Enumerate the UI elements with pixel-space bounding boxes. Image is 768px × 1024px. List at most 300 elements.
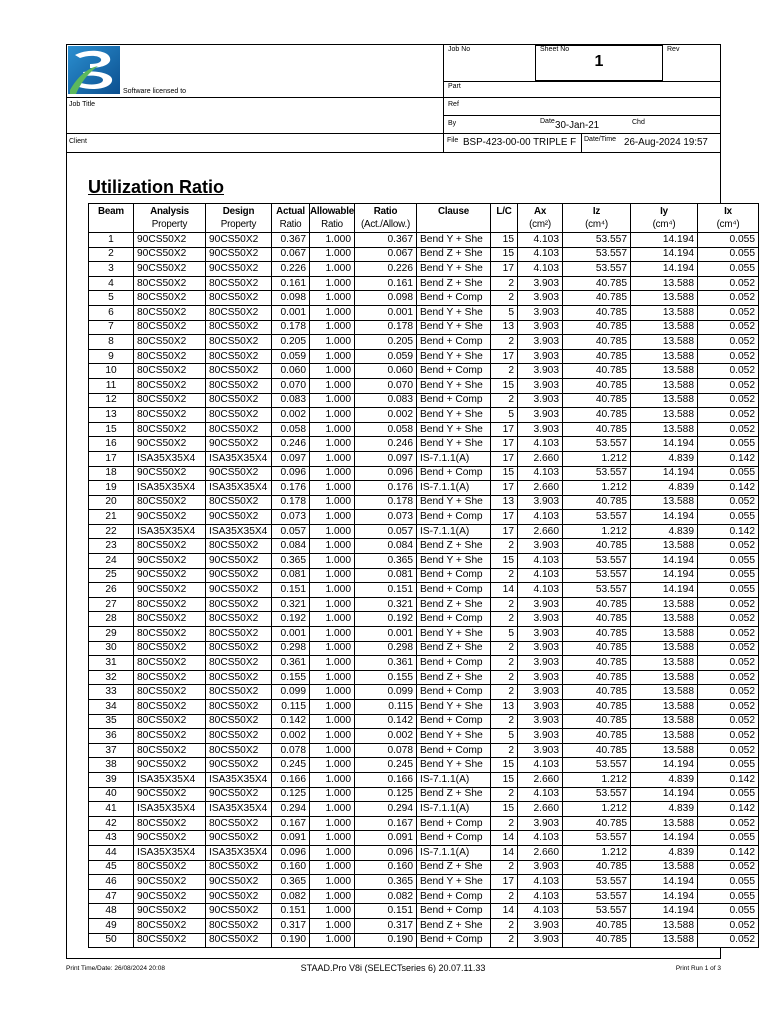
cell-beam: 22 <box>89 524 134 539</box>
cell-ax: 4.103 <box>518 831 563 846</box>
cell-allowable-ratio: 1.000 <box>310 335 355 350</box>
cell-allowable-ratio: 1.000 <box>310 524 355 539</box>
cell-ratio: 0.070 <box>355 378 417 393</box>
cell-iy: 13.588 <box>631 378 698 393</box>
cell-iy: 14.194 <box>631 233 698 248</box>
cell-design-property: 80CS50X2 <box>206 743 272 758</box>
cell-load-case: 2 <box>491 670 518 685</box>
cell-clause: Bend + Comp <box>417 466 491 481</box>
cell-ax: 3.903 <box>518 320 563 335</box>
cell-design-property: 90CS50X2 <box>206 787 272 802</box>
cell-iy: 13.588 <box>631 393 698 408</box>
cell-iy: 13.588 <box>631 743 698 758</box>
cell-ix: 0.052 <box>698 729 759 744</box>
cell-actual-ratio: 0.001 <box>272 305 310 320</box>
cell-analysis-property: 80CS50X2 <box>134 320 206 335</box>
cell-beam: 45 <box>89 860 134 875</box>
rev-label: Rev <box>667 46 680 53</box>
cell-clause: IS-7.1.1(A) <box>417 772 491 787</box>
cell-actual-ratio: 0.073 <box>272 510 310 525</box>
cell-ratio: 0.001 <box>355 627 417 642</box>
cell-actual-ratio: 0.298 <box>272 641 310 656</box>
cell-analysis-property: 90CS50X2 <box>134 758 206 773</box>
cell-actual-ratio: 0.057 <box>272 524 310 539</box>
cell-ax: 3.903 <box>518 291 563 306</box>
cell-analysis-property: 90CS50X2 <box>134 262 206 277</box>
cell-actual-ratio: 0.078 <box>272 743 310 758</box>
cell-load-case: 17 <box>491 875 518 890</box>
cell-actual-ratio: 0.096 <box>272 466 310 481</box>
cell-ix: 0.052 <box>698 422 759 437</box>
cell-iy: 13.588 <box>631 349 698 364</box>
cell-iz: 53.557 <box>563 554 631 569</box>
cell-analysis-property: 90CS50X2 <box>134 889 206 904</box>
cell-clause: Bend Y + She <box>417 320 491 335</box>
cell-ax: 3.903 <box>518 933 563 948</box>
cell-ratio: 0.002 <box>355 729 417 744</box>
cell-actual-ratio: 0.142 <box>272 714 310 729</box>
cell-design-property: 90CS50X2 <box>206 554 272 569</box>
cell-ratio: 0.178 <box>355 320 417 335</box>
cell-analysis-property: 80CS50X2 <box>134 816 206 831</box>
cell-ix: 0.052 <box>698 495 759 510</box>
cell-iz: 53.557 <box>563 875 631 890</box>
cell-analysis-property: 90CS50X2 <box>134 437 206 452</box>
cell-clause: Bend + Comp <box>417 612 491 627</box>
table-row <box>89 408 759 423</box>
cell-ax: 2.660 <box>518 845 563 860</box>
cell-allowable-ratio: 1.000 <box>310 641 355 656</box>
cell-iz: 40.785 <box>563 860 631 875</box>
cell-actual-ratio: 0.097 <box>272 451 310 466</box>
cell-analysis-property: 80CS50X2 <box>134 685 206 700</box>
cell-iy: 14.194 <box>631 262 698 277</box>
cell-allowable-ratio: 1.000 <box>310 875 355 890</box>
cell-design-property: 80CS50X2 <box>206 597 272 612</box>
cell-ax: 4.103 <box>518 262 563 277</box>
cell-actual-ratio: 0.155 <box>272 670 310 685</box>
cell-load-case: 2 <box>491 612 518 627</box>
table-row <box>89 291 759 306</box>
cell-load-case: 5 <box>491 627 518 642</box>
cell-design-property: 90CS50X2 <box>206 889 272 904</box>
cell-actual-ratio: 0.067 <box>272 247 310 262</box>
cell-load-case: 2 <box>491 276 518 291</box>
cell-load-case: 15 <box>491 466 518 481</box>
cell-iy: 13.588 <box>631 364 698 379</box>
by-label: By <box>448 120 457 127</box>
cell-iy: 13.588 <box>631 918 698 933</box>
cell-ix: 0.055 <box>698 247 759 262</box>
cell-clause: Bend + Comp <box>417 743 491 758</box>
cell-design-property: 90CS50X2 <box>206 875 272 890</box>
cell-ax: 3.903 <box>518 335 563 350</box>
table-row <box>89 422 759 437</box>
cell-beam: 44 <box>89 845 134 860</box>
table-header-row <box>89 204 759 233</box>
cell-design-property: ISA35X35X4 <box>206 451 272 466</box>
cell-analysis-property: 80CS50X2 <box>134 743 206 758</box>
date-value: 30-Jan-21 <box>555 120 600 131</box>
cell-clause: Bend Y + She <box>417 437 491 452</box>
cell-actual-ratio: 0.178 <box>272 495 310 510</box>
cell-clause: Bend + Comp <box>417 364 491 379</box>
cell-iy: 14.194 <box>631 554 698 569</box>
cell-beam: 17 <box>89 451 134 466</box>
cell-clause: Bend Z + She <box>417 670 491 685</box>
cell-load-case: 15 <box>491 378 518 393</box>
cell-allowable-ratio: 1.000 <box>310 393 355 408</box>
cell-clause: Bend Y + She <box>417 349 491 364</box>
cell-ratio: 0.361 <box>355 656 417 671</box>
cell-allowable-ratio: 1.000 <box>310 554 355 569</box>
cell-ix: 0.055 <box>698 831 759 846</box>
cell-load-case: 15 <box>491 247 518 262</box>
cell-ratio: 0.001 <box>355 305 417 320</box>
cell-ratio: 0.167 <box>355 816 417 831</box>
cell-iy: 4.839 <box>631 451 698 466</box>
cell-iz: 53.557 <box>563 787 631 802</box>
column-header-title: Ratio <box>373 206 398 217</box>
cell-allowable-ratio: 1.000 <box>310 568 355 583</box>
cell-iz: 53.557 <box>563 758 631 773</box>
cell-iy: 14.194 <box>631 466 698 481</box>
cell-iz: 40.785 <box>563 408 631 423</box>
print-run: Print Run 1 of 3 <box>675 965 721 972</box>
column-header-ax <box>518 204 563 233</box>
cell-ax: 3.903 <box>518 743 563 758</box>
cell-ratio: 0.067 <box>355 247 417 262</box>
cell-clause: Bend Z + She <box>417 860 491 875</box>
chd-label: Chd <box>632 119 645 126</box>
ref-label: Ref <box>448 101 459 108</box>
cell-analysis-property: 80CS50X2 <box>134 276 206 291</box>
cell-design-property: 90CS50X2 <box>206 831 272 846</box>
cell-analysis-property: 80CS50X2 <box>134 495 206 510</box>
cell-clause: Bend + Comp <box>417 291 491 306</box>
cell-iy: 14.194 <box>631 437 698 452</box>
table-row <box>89 583 759 598</box>
cell-load-case: 2 <box>491 816 518 831</box>
table-row <box>89 539 759 554</box>
cell-ax: 3.903 <box>518 918 563 933</box>
cell-beam: 15 <box>89 422 134 437</box>
cell-clause: Bend + Comp <box>417 583 491 598</box>
cell-load-case: 17 <box>491 524 518 539</box>
cell-beam: 30 <box>89 641 134 656</box>
cell-clause: Bend + Comp <box>417 656 491 671</box>
cell-clause: Bend + Comp <box>417 889 491 904</box>
cell-design-property: ISA35X35X4 <box>206 802 272 817</box>
cell-analysis-property: 80CS50X2 <box>134 422 206 437</box>
cell-load-case: 17 <box>491 510 518 525</box>
table-row <box>89 627 759 642</box>
cell-allowable-ratio: 1.000 <box>310 466 355 481</box>
cell-actual-ratio: 0.099 <box>272 685 310 700</box>
cell-load-case: 2 <box>491 364 518 379</box>
table-row <box>89 860 759 875</box>
cell-analysis-property: 80CS50X2 <box>134 656 206 671</box>
cell-actual-ratio: 0.060 <box>272 364 310 379</box>
cell-ratio: 0.245 <box>355 758 417 773</box>
cell-analysis-property: ISA35X35X4 <box>134 481 206 496</box>
cell-load-case: 15 <box>491 758 518 773</box>
cell-actual-ratio: 0.070 <box>272 378 310 393</box>
column-header-ix <box>698 204 759 233</box>
cell-clause: Bend Y + She <box>417 422 491 437</box>
cell-ix: 0.142 <box>698 481 759 496</box>
cell-clause: Bend + Comp <box>417 816 491 831</box>
table-row <box>89 568 759 583</box>
cell-analysis-property: 90CS50X2 <box>134 554 206 569</box>
cell-analysis-property: 80CS50X2 <box>134 597 206 612</box>
cell-allowable-ratio: 1.000 <box>310 904 355 919</box>
cell-clause: Bend Y + She <box>417 495 491 510</box>
table-row <box>89 554 759 569</box>
cell-ax: 2.660 <box>518 481 563 496</box>
table-row <box>89 481 759 496</box>
cell-analysis-property: 80CS50X2 <box>134 729 206 744</box>
cell-iy: 13.588 <box>631 291 698 306</box>
cell-ax: 4.103 <box>518 583 563 598</box>
column-header-iy <box>631 204 698 233</box>
cell-load-case: 17 <box>491 437 518 452</box>
cell-design-property: 80CS50X2 <box>206 700 272 715</box>
cell-iy: 13.588 <box>631 335 698 350</box>
cell-ax: 4.103 <box>518 568 563 583</box>
column-header-title: Beam <box>98 206 124 217</box>
cell-iy: 14.194 <box>631 583 698 598</box>
cell-iy: 4.839 <box>631 802 698 817</box>
cell-clause: Bend + Comp <box>417 714 491 729</box>
cell-iz: 40.785 <box>563 627 631 642</box>
datetime-label: Date/Time <box>584 136 617 143</box>
cell-design-property: 80CS50X2 <box>206 685 272 700</box>
cell-iy: 13.588 <box>631 539 698 554</box>
cell-design-property: 80CS50X2 <box>206 349 272 364</box>
cell-ratio: 0.096 <box>355 466 417 481</box>
cell-iy: 13.588 <box>631 933 698 948</box>
cell-ix: 0.052 <box>698 305 759 320</box>
cell-actual-ratio: 0.192 <box>272 612 310 627</box>
cell-design-property: 80CS50X2 <box>206 816 272 831</box>
cell-allowable-ratio: 1.000 <box>310 787 355 802</box>
cell-allowable-ratio: 1.000 <box>310 627 355 642</box>
column-header-allowable-ratio <box>310 204 355 233</box>
cell-clause: Bend Y + She <box>417 233 491 248</box>
cell-analysis-property: 80CS50X2 <box>134 670 206 685</box>
cell-ratio: 0.098 <box>355 291 417 306</box>
cell-load-case: 15 <box>491 233 518 248</box>
cell-design-property: 80CS50X2 <box>206 656 272 671</box>
cell-design-property: 90CS50X2 <box>206 233 272 248</box>
cell-load-case: 13 <box>491 495 518 510</box>
cell-analysis-property: 80CS50X2 <box>134 641 206 656</box>
cell-clause: Bend + Comp <box>417 568 491 583</box>
cell-allowable-ratio: 1.000 <box>310 918 355 933</box>
cell-beam: 39 <box>89 772 134 787</box>
cell-ix: 0.052 <box>698 918 759 933</box>
cell-design-property: ISA35X35X4 <box>206 524 272 539</box>
cell-ratio: 0.178 <box>355 495 417 510</box>
cell-iz: 40.785 <box>563 320 631 335</box>
table-row <box>89 714 759 729</box>
table-row <box>89 904 759 919</box>
cell-allowable-ratio: 1.000 <box>310 860 355 875</box>
column-header-subtitle: Property <box>220 219 257 230</box>
client-label: Client <box>69 138 87 145</box>
cell-iy: 14.194 <box>631 831 698 846</box>
cell-iz: 40.785 <box>563 305 631 320</box>
cell-design-property: 90CS50X2 <box>206 437 272 452</box>
utilization-table <box>88 203 759 948</box>
cell-design-property: 80CS50X2 <box>206 291 272 306</box>
cell-beam: 31 <box>89 656 134 671</box>
cell-beam: 1 <box>89 233 134 248</box>
cell-actual-ratio: 0.098 <box>272 291 310 306</box>
cell-load-case: 5 <box>491 408 518 423</box>
cell-iz: 40.785 <box>563 933 631 948</box>
cell-ax: 3.903 <box>518 378 563 393</box>
sheet-no-value: 1 <box>594 53 604 70</box>
cell-ix: 0.142 <box>698 451 759 466</box>
cell-iz: 53.557 <box>563 568 631 583</box>
column-header-title: Iz <box>592 206 601 217</box>
cell-load-case: 13 <box>491 700 518 715</box>
table-row <box>89 700 759 715</box>
table-row <box>89 247 759 262</box>
cell-clause: Bend Z + She <box>417 597 491 612</box>
cell-design-property: 80CS50X2 <box>206 933 272 948</box>
cell-ratio: 0.082 <box>355 889 417 904</box>
table-row <box>89 510 759 525</box>
cell-allowable-ratio: 1.000 <box>310 247 355 262</box>
cell-iz: 40.785 <box>563 597 631 612</box>
cell-ratio: 0.057 <box>355 524 417 539</box>
cell-allowable-ratio: 1.000 <box>310 349 355 364</box>
cell-analysis-property: 90CS50X2 <box>134 875 206 890</box>
table-row <box>89 276 759 291</box>
table-row <box>89 889 759 904</box>
cell-ix: 0.055 <box>698 262 759 277</box>
cell-design-property: 80CS50X2 <box>206 364 272 379</box>
cell-iy: 13.588 <box>631 305 698 320</box>
cell-actual-ratio: 0.365 <box>272 875 310 890</box>
cell-iy: 13.588 <box>631 422 698 437</box>
cell-analysis-property: 80CS50X2 <box>134 539 206 554</box>
cell-ratio: 0.099 <box>355 685 417 700</box>
cell-iy: 14.194 <box>631 904 698 919</box>
cell-load-case: 2 <box>491 641 518 656</box>
header-divider <box>581 133 582 152</box>
cell-beam: 42 <box>89 816 134 831</box>
cell-beam: 12 <box>89 393 134 408</box>
table-row <box>89 787 759 802</box>
cell-ax: 4.103 <box>518 437 563 452</box>
cell-clause: Bend + Comp <box>417 904 491 919</box>
cell-beam: 20 <box>89 495 134 510</box>
cell-analysis-property: 90CS50X2 <box>134 831 206 846</box>
cell-design-property: 80CS50X2 <box>206 276 272 291</box>
table-row <box>89 305 759 320</box>
cell-load-case: 2 <box>491 656 518 671</box>
cell-iz: 40.785 <box>563 378 631 393</box>
table-row <box>89 656 759 671</box>
cell-allowable-ratio: 1.000 <box>310 831 355 846</box>
cell-load-case: 17 <box>491 349 518 364</box>
cell-ratio: 0.365 <box>355 554 417 569</box>
cell-ratio: 0.205 <box>355 335 417 350</box>
column-header-subtitle: (cm⁴) <box>585 219 608 230</box>
table-row <box>89 335 759 350</box>
cell-iz: 53.557 <box>563 247 631 262</box>
cell-ratio: 0.161 <box>355 276 417 291</box>
cell-iy: 14.194 <box>631 568 698 583</box>
cell-actual-ratio: 0.190 <box>272 933 310 948</box>
column-header-subtitle: Ratio <box>321 219 343 230</box>
cell-allowable-ratio: 1.000 <box>310 743 355 758</box>
table-row <box>89 670 759 685</box>
cell-beam: 6 <box>89 305 134 320</box>
file-label: File <box>447 137 459 144</box>
cell-allowable-ratio: 1.000 <box>310 816 355 831</box>
cell-ix: 0.052 <box>698 685 759 700</box>
cell-ratio: 0.294 <box>355 802 417 817</box>
cell-design-property: 80CS50X2 <box>206 539 272 554</box>
cell-analysis-property: 80CS50X2 <box>134 933 206 948</box>
cell-actual-ratio: 0.245 <box>272 758 310 773</box>
cell-ix: 0.052 <box>698 743 759 758</box>
cell-load-case: 5 <box>491 729 518 744</box>
cell-iz: 40.785 <box>563 364 631 379</box>
cell-iz: 53.557 <box>563 233 631 248</box>
cell-iz: 53.557 <box>563 904 631 919</box>
cell-iz: 40.785 <box>563 291 631 306</box>
cell-clause: Bend Z + She <box>417 539 491 554</box>
cell-ratio: 0.115 <box>355 700 417 715</box>
cell-design-property: 90CS50X2 <box>206 247 272 262</box>
cell-ix: 0.052 <box>698 641 759 656</box>
cell-iy: 13.588 <box>631 276 698 291</box>
cell-allowable-ratio: 1.000 <box>310 276 355 291</box>
cell-actual-ratio: 0.096 <box>272 845 310 860</box>
cell-allowable-ratio: 1.000 <box>310 422 355 437</box>
header-divider <box>444 115 720 116</box>
cell-ix: 0.052 <box>698 408 759 423</box>
cell-load-case: 2 <box>491 860 518 875</box>
column-header-actual-ratio <box>272 204 310 233</box>
cell-allowable-ratio: 1.000 <box>310 802 355 817</box>
cell-ax: 3.903 <box>518 393 563 408</box>
cell-iz: 1.212 <box>563 772 631 787</box>
cell-allowable-ratio: 1.000 <box>310 845 355 860</box>
cell-analysis-property: 90CS50X2 <box>134 233 206 248</box>
cell-actual-ratio: 0.002 <box>272 729 310 744</box>
column-header-clause <box>417 204 491 233</box>
column-header-title: Iy <box>660 206 668 217</box>
cell-analysis-property: 80CS50X2 <box>134 714 206 729</box>
cell-beam: 38 <box>89 758 134 773</box>
cell-allowable-ratio: 1.000 <box>310 656 355 671</box>
datetime-value: 26-Aug-2024 19:57 <box>624 137 708 148</box>
cell-ratio: 0.321 <box>355 597 417 612</box>
table-row <box>89 816 759 831</box>
cell-iz: 53.557 <box>563 583 631 598</box>
cell-analysis-property: 80CS50X2 <box>134 627 206 642</box>
column-header-beam <box>89 204 134 233</box>
cell-ratio: 0.125 <box>355 787 417 802</box>
cell-design-property: 80CS50X2 <box>206 860 272 875</box>
